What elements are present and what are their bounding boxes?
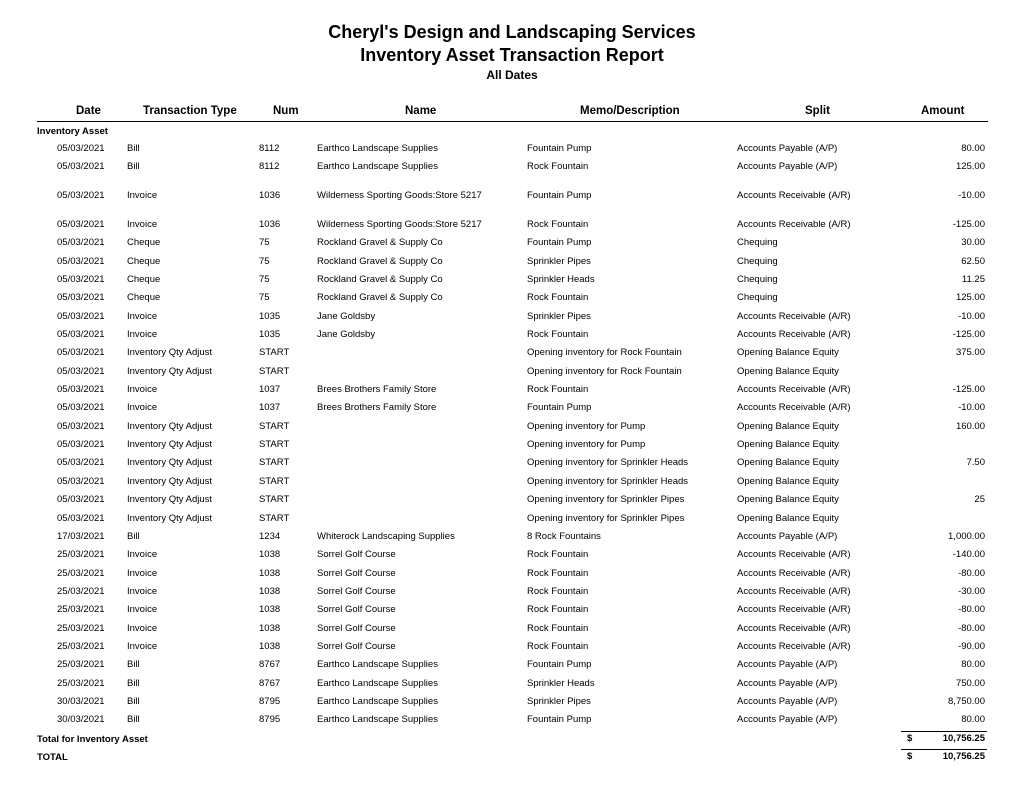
row-memo: Opening inventory for Pump [527, 421, 646, 432]
row-transaction-type: Cheque [127, 292, 161, 303]
row-transaction-type: Invoice [127, 402, 158, 413]
row-split: Chequing [737, 256, 778, 267]
row-memo: Opening inventory for Rock Fountain [527, 366, 682, 377]
row-num: 1037 [259, 402, 281, 413]
row-split: Accounts Receivable (A/R) [737, 604, 851, 615]
row-memo: Sprinkler Pipes [527, 256, 591, 267]
row-split: Chequing [737, 237, 778, 248]
section-label: Inventory Asset [37, 126, 108, 137]
row-memo: Opening inventory for Sprinkler Pipes [527, 513, 685, 524]
row-num: 1036 [259, 190, 281, 201]
row-date: 05/03/2021 [57, 402, 105, 413]
row-num: 1038 [259, 623, 281, 634]
section-total-currency: $ [907, 733, 913, 744]
company-name: Cheryl's Design and Landscaping Services [328, 22, 696, 42]
row-memo: Opening inventory for Sprinkler Heads [527, 457, 689, 468]
row-memo: Rock Fountain [527, 549, 589, 560]
row-split: Accounts Payable (A/P) [737, 659, 838, 670]
row-num: START [259, 366, 290, 377]
row-name: Rockland Gravel & Supply Co [317, 274, 443, 285]
section-total-amount: 10,756.25 [942, 733, 985, 744]
row-split: Opening Balance Equity [737, 494, 839, 505]
row-transaction-type: Invoice [127, 549, 158, 560]
row-name: Sorrel Golf Course [317, 568, 396, 579]
row-split: Accounts Receivable (A/R) [737, 219, 851, 230]
row-memo: Fountain Pump [527, 190, 592, 201]
row-num: 1036 [259, 219, 281, 230]
row-num: 8795 [259, 714, 281, 725]
row-split: Accounts Receivable (A/R) [737, 190, 851, 201]
row-date: 05/03/2021 [57, 421, 105, 432]
row-amount: 160.00 [955, 421, 985, 432]
row-num: 75 [259, 292, 270, 303]
row-memo: Sprinkler Pipes [527, 696, 591, 707]
row-date: 05/03/2021 [57, 256, 105, 267]
row-split: Chequing [737, 292, 778, 303]
row-amount: -125.00 [952, 329, 985, 340]
row-split: Accounts Payable (A/P) [737, 714, 838, 725]
row-split: Opening Balance Equity [737, 513, 839, 524]
row-date: 25/03/2021 [57, 659, 105, 670]
row-split: Accounts Receivable (A/R) [737, 384, 851, 395]
row-num: 1038 [259, 549, 281, 560]
row-split: Accounts Receivable (A/R) [737, 641, 851, 652]
row-transaction-type: Cheque [127, 274, 161, 285]
row-amount: 25 [974, 494, 985, 505]
row-amount: 62.50 [961, 256, 985, 267]
row-name: Brees Brothers Family Store [317, 402, 437, 413]
row-memo: Rock Fountain [527, 292, 589, 303]
row-amount: 30.00 [961, 237, 985, 248]
row-num: 75 [259, 237, 270, 248]
row-memo: Rock Fountain [527, 604, 589, 615]
row-num: 75 [259, 274, 270, 285]
row-memo: Fountain Pump [527, 143, 592, 154]
row-name: Wilderness Sporting Goods:Store 5217 [317, 190, 482, 201]
row-transaction-type: Inventory Qty Adjust [127, 494, 213, 505]
row-transaction-type: Invoice [127, 586, 158, 597]
row-date: 05/03/2021 [57, 439, 105, 450]
row-name: Sorrel Golf Course [317, 623, 396, 634]
row-date: 05/03/2021 [57, 190, 105, 201]
row-transaction-type: Cheque [127, 237, 161, 248]
row-transaction-type: Inventory Qty Adjust [127, 347, 213, 358]
row-date: 05/03/2021 [57, 347, 105, 358]
row-split: Accounts Receivable (A/R) [737, 623, 851, 634]
row-name: Rockland Gravel & Supply Co [317, 237, 443, 248]
row-date: 05/03/2021 [57, 219, 105, 230]
row-transaction-type: Inventory Qty Adjust [127, 476, 213, 487]
section-total-label: Total for Inventory Asset [37, 734, 148, 745]
row-date: 05/03/2021 [57, 161, 105, 172]
row-amount: -80.00 [958, 623, 985, 634]
row-amount: 11.25 [961, 274, 985, 285]
row-amount: 125.00 [955, 292, 985, 303]
row-split: Opening Balance Equity [737, 476, 839, 487]
row-memo: Fountain Pump [527, 402, 592, 413]
row-amount: -140.00 [952, 549, 985, 560]
subtotal-rule [901, 731, 987, 732]
row-amount: -10.00 [958, 402, 985, 413]
row-amount: -80.00 [958, 604, 985, 615]
row-split: Accounts Receivable (A/R) [737, 549, 851, 560]
row-amount: -125.00 [952, 219, 985, 230]
row-memo: Fountain Pump [527, 714, 592, 725]
row-transaction-type: Inventory Qty Adjust [127, 366, 213, 377]
row-memo: Opening inventory for Sprinkler Heads [527, 476, 689, 487]
row-num: START [259, 457, 290, 468]
row-transaction-type: Invoice [127, 568, 158, 579]
row-split: Opening Balance Equity [737, 366, 839, 377]
row-amount: 8,750.00 [948, 696, 985, 707]
row-transaction-type: Invoice [127, 641, 158, 652]
row-transaction-type: Inventory Qty Adjust [127, 457, 213, 468]
grand-total-currency: $ [907, 751, 913, 762]
row-num: 1038 [259, 641, 281, 652]
row-date: 25/03/2021 [57, 568, 105, 579]
row-transaction-type: Invoice [127, 604, 158, 615]
row-split: Accounts Payable (A/P) [737, 531, 838, 542]
row-split: Accounts Payable (A/P) [737, 696, 838, 707]
row-amount: 750.00 [955, 678, 985, 689]
row-name: Earthco Landscape Supplies [317, 143, 438, 154]
row-split: Accounts Receivable (A/R) [737, 329, 851, 340]
row-memo: Rock Fountain [527, 329, 589, 340]
column-header-split: Split [805, 105, 830, 117]
row-date: 05/03/2021 [57, 457, 105, 468]
row-date: 25/03/2021 [57, 549, 105, 560]
row-num: 1035 [259, 329, 281, 340]
row-amount: 7.50 [966, 457, 985, 468]
row-num: 1037 [259, 384, 281, 395]
row-transaction-type: Cheque [127, 256, 161, 267]
row-name: Whiterock Landscaping Supplies [317, 531, 455, 542]
row-amount: -10.00 [958, 190, 985, 201]
row-memo: Rock Fountain [527, 219, 589, 230]
row-transaction-type: Inventory Qty Adjust [127, 513, 213, 524]
row-transaction-type: Bill [127, 161, 140, 172]
column-header-amount: Amount [921, 105, 965, 117]
row-memo: Rock Fountain [527, 384, 589, 395]
row-split: Opening Balance Equity [737, 457, 839, 468]
row-amount: 80.00 [961, 659, 985, 670]
row-name: Earthco Landscape Supplies [317, 714, 438, 725]
row-memo: Rock Fountain [527, 161, 589, 172]
row-date: 17/03/2021 [57, 531, 105, 542]
row-name: Brees Brothers Family Store [317, 384, 437, 395]
row-date: 05/03/2021 [57, 143, 105, 154]
grand-total-amount: 10,756.25 [942, 751, 985, 762]
row-num: START [259, 439, 290, 450]
row-num: 1038 [259, 568, 281, 579]
header-rule [37, 121, 988, 122]
row-num: 8795 [259, 696, 281, 707]
row-num: START [259, 476, 290, 487]
row-amount: -80.00 [958, 568, 985, 579]
grand-total-label: TOTAL [37, 752, 68, 763]
row-transaction-type: Invoice [127, 329, 158, 340]
row-split: Accounts Receivable (A/R) [737, 402, 851, 413]
column-header-memo: Memo/Description [580, 105, 680, 117]
row-amount: -10.00 [958, 311, 985, 322]
column-header-name: Name [405, 105, 437, 117]
row-num: START [259, 494, 290, 505]
row-memo: Opening inventory for Rock Fountain [527, 347, 682, 358]
row-name: Sorrel Golf Course [317, 586, 396, 597]
row-name: Earthco Landscape Supplies [317, 696, 438, 707]
row-memo: Rock Fountain [527, 586, 589, 597]
row-memo: Fountain Pump [527, 659, 592, 670]
row-date: 25/03/2021 [57, 641, 105, 652]
row-transaction-type: Inventory Qty Adjust [127, 439, 213, 450]
row-date: 05/03/2021 [57, 384, 105, 395]
row-name: Jane Goldsby [317, 311, 376, 322]
row-amount: -30.00 [958, 586, 985, 597]
row-num: 1035 [259, 311, 281, 322]
row-name: Earthco Landscape Supplies [317, 678, 438, 689]
row-num: 1234 [259, 531, 281, 542]
row-transaction-type: Bill [127, 143, 140, 154]
row-date: 25/03/2021 [57, 623, 105, 634]
row-split: Opening Balance Equity [737, 439, 839, 450]
row-memo: Opening inventory for Sprinkler Pipes [527, 494, 685, 505]
row-num: 75 [259, 256, 270, 267]
row-split: Accounts Payable (A/P) [737, 161, 838, 172]
row-name: Wilderness Sporting Goods:Store 5217 [317, 219, 482, 230]
row-name: Earthco Landscape Supplies [317, 659, 438, 670]
row-memo: Rock Fountain [527, 623, 589, 634]
row-amount: 80.00 [961, 714, 985, 725]
row-transaction-type: Invoice [127, 311, 158, 322]
row-split: Accounts Receivable (A/R) [737, 586, 851, 597]
row-num: 1038 [259, 586, 281, 597]
row-split: Opening Balance Equity [737, 347, 839, 358]
row-name: Sorrel Golf Course [317, 604, 396, 615]
row-date: 25/03/2021 [57, 678, 105, 689]
row-date: 05/03/2021 [57, 513, 105, 524]
row-memo: Sprinkler Pipes [527, 311, 591, 322]
row-date: 05/03/2021 [57, 274, 105, 285]
row-date: 30/03/2021 [57, 714, 105, 725]
row-memo: Rock Fountain [527, 568, 589, 579]
column-header-num: Num [273, 105, 299, 117]
row-date: 05/03/2021 [57, 476, 105, 487]
row-num: START [259, 513, 290, 524]
row-transaction-type: Invoice [127, 219, 158, 230]
row-transaction-type: Invoice [127, 384, 158, 395]
row-transaction-type: Inventory Qty Adjust [127, 421, 213, 432]
row-date: 30/03/2021 [57, 696, 105, 707]
row-date: 05/03/2021 [57, 292, 105, 303]
row-num: 1038 [259, 604, 281, 615]
row-name: Jane Goldsby [317, 329, 376, 340]
row-name: Earthco Landscape Supplies [317, 161, 438, 172]
row-num: 8767 [259, 678, 281, 689]
row-split: Accounts Payable (A/P) [737, 678, 838, 689]
row-memo: Fountain Pump [527, 237, 592, 248]
row-split: Chequing [737, 274, 778, 285]
row-transaction-type: Bill [127, 659, 140, 670]
row-date: 25/03/2021 [57, 604, 105, 615]
row-split: Opening Balance Equity [737, 421, 839, 432]
row-amount: 125.00 [955, 161, 985, 172]
row-split: Accounts Receivable (A/R) [737, 568, 851, 579]
row-amount: -125.00 [952, 384, 985, 395]
row-date: 05/03/2021 [57, 237, 105, 248]
report-title: Inventory Asset Transaction Report [360, 45, 664, 65]
row-transaction-type: Bill [127, 678, 140, 689]
row-num: 8112 [259, 161, 280, 172]
row-date: 05/03/2021 [57, 366, 105, 377]
row-transaction-type: Bill [127, 696, 140, 707]
column-header-date: Date [76, 105, 101, 117]
row-name: Sorrel Golf Course [317, 549, 396, 560]
row-date: 05/03/2021 [57, 329, 105, 340]
row-memo: Sprinkler Heads [527, 274, 595, 285]
row-split: Accounts Receivable (A/R) [737, 311, 851, 322]
row-transaction-type: Invoice [127, 190, 158, 201]
row-name: Rockland Gravel & Supply Co [317, 292, 443, 303]
row-memo: Rock Fountain [527, 641, 589, 652]
row-memo: Sprinkler Heads [527, 678, 595, 689]
row-amount: 375.00 [955, 347, 985, 358]
column-header-transaction-type: Transaction Type [143, 105, 237, 117]
grand-total-rule [901, 749, 987, 750]
row-name: Sorrel Golf Course [317, 641, 396, 652]
row-name: Rockland Gravel & Supply Co [317, 256, 443, 267]
row-split: Accounts Payable (A/P) [737, 143, 838, 154]
row-transaction-type: Bill [127, 714, 140, 725]
row-amount: -90.00 [958, 641, 985, 652]
row-date: 05/03/2021 [57, 494, 105, 505]
row-num: 8767 [259, 659, 281, 670]
row-transaction-type: Bill [127, 531, 140, 542]
row-memo: Opening inventory for Pump [527, 439, 646, 450]
row-memo: 8 Rock Fountains [527, 531, 601, 542]
row-date: 05/03/2021 [57, 311, 105, 322]
row-date: 25/03/2021 [57, 586, 105, 597]
row-num: START [259, 421, 290, 432]
row-transaction-type: Invoice [127, 623, 158, 634]
row-amount: 80.00 [961, 143, 985, 154]
row-num: START [259, 347, 290, 358]
row-amount: 1,000.00 [948, 531, 985, 542]
row-num: 8112 [259, 143, 280, 154]
report-period: All Dates [486, 68, 538, 82]
